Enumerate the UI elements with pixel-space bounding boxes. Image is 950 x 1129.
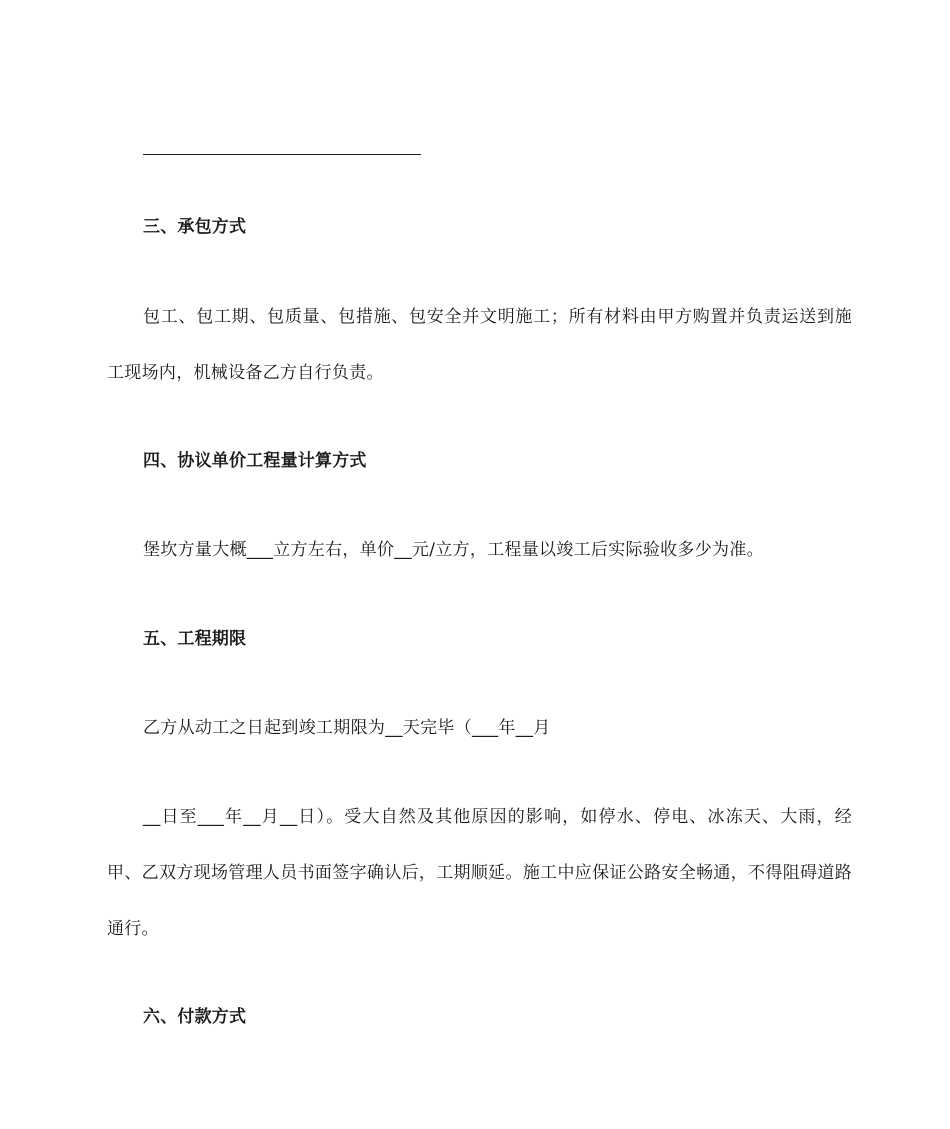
section-heading-unit-price-calculation: 四、协议单价工程量计算方式 xyxy=(143,451,367,471)
paragraph-construction-period-line1: 乙方从动工之日起到竣工期限为__天完毕（___年__月 xyxy=(143,718,551,738)
section-heading-contract-method: 三、承包方式 xyxy=(143,217,247,237)
section-heading-construction-period: 五、工程期限 xyxy=(143,629,247,649)
blank-signature-line xyxy=(143,154,421,155)
paragraph-contract-method: 包工、包工期、包质量、包措施、包安全并文明施工；所有材料由甲方购置并负责运送到施工现场内，机械设备乙方自行负责。 xyxy=(107,307,852,383)
paragraph-construction-period-details: __日至___年__月__日）。受大自然及其他原因的影响，如停水、停电、冰冻天、大雨，经甲、乙双方现场管理人员书面签字确认后，工期顺延。施工中应保证公路安全畅通，不得阻碍道路通行。 xyxy=(107,807,852,939)
section-heading-payment-method: 六、付款方式 xyxy=(143,1007,247,1027)
paragraph-unit-price-calculation: 堡坎方量大概___立方左右，单价__元/立方，工程量以竣工后实际验收多少为准。 xyxy=(143,540,764,560)
